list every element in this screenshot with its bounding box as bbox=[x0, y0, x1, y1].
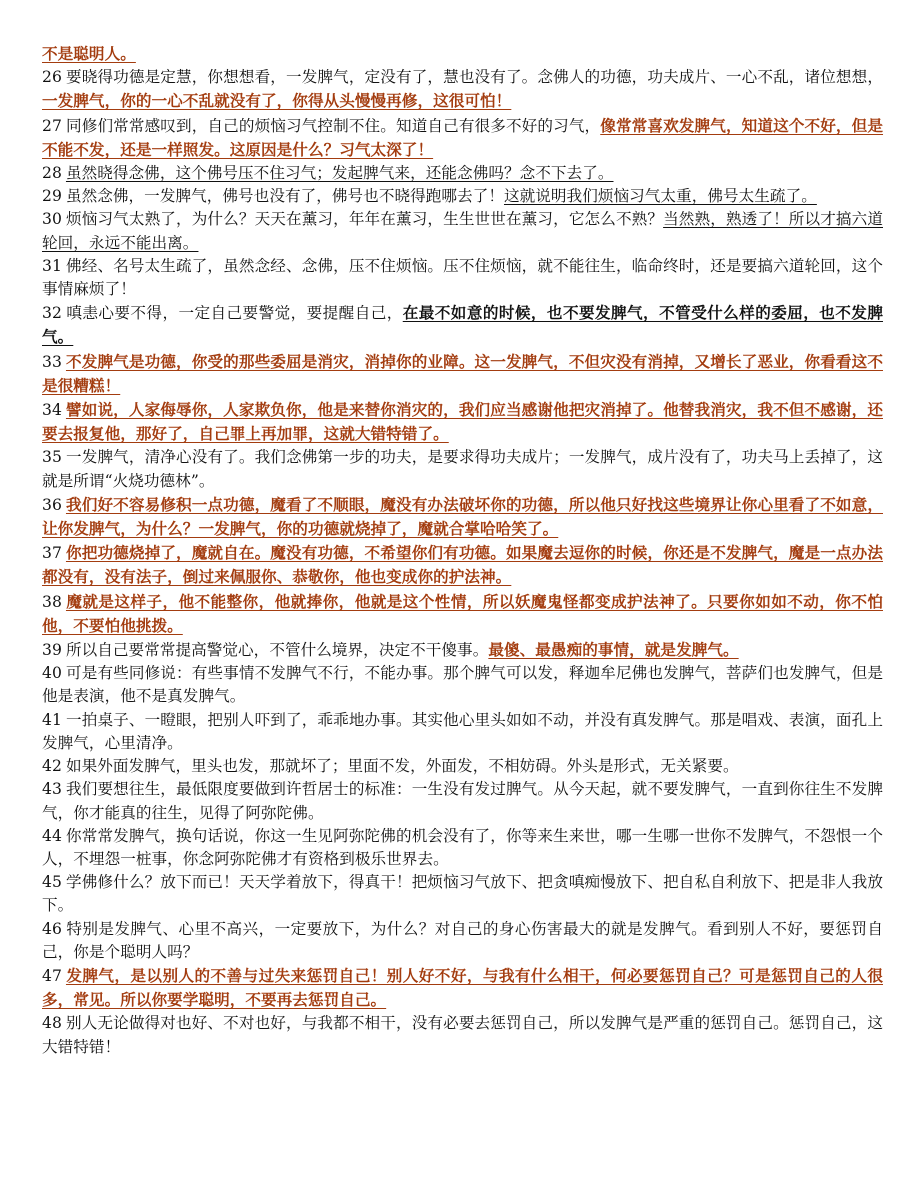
paragraph-number: 48 bbox=[42, 1014, 62, 1033]
paragraph bbox=[42, 825, 883, 871]
paragraph-text: 烦恼习气太熟了，为什么？天天在薰习，年年在薰习，生生世世在薰习，它怎么不熟？ bbox=[65, 210, 664, 229]
paragraph bbox=[42, 255, 883, 301]
paragraph-number: 31 bbox=[42, 256, 62, 275]
paragraph-text: 特别是发脾气、心里不高兴，一定要放下，为什么？对自己的身心伤害最大的就是发脾气。看到别人不好，要惩罚自己，你是个聪明人吗？ bbox=[42, 919, 883, 961]
paragraph bbox=[42, 918, 883, 964]
paragraph-number: 29 bbox=[42, 187, 62, 206]
emphasized-text: 发脾气，是以别人的不善与过失来惩罚自己！别人好不好，与我有什么相干，何必要惩罚自己？可是惩罚自己的人很多，常见。所以你要学聪明，不要再去惩罚自己。 bbox=[42, 965, 883, 1010]
paragraph-number: 40 bbox=[42, 664, 62, 683]
paragraph bbox=[42, 590, 883, 638]
emphasized-text: 我们好不容易修积一点功德，魔看了不顺眼，魔没有办法破坏你的功德，所以他只好找这些境界让你心里看了不如意，让你发脾气，为什么？一发脾气，你的功德就烧掉了，魔就合掌哈哈笑了。 bbox=[42, 494, 883, 539]
paragraph bbox=[42, 662, 883, 708]
emphasized-text: 你把功德烧掉了，魔就自在。魔没有功德，不希望你们有功德。如果魔去逗你的时候，你还是不发脾气，魔是一点办法都没有，没有法子，倒过来佩服你、恭敬你，他也变成你的护法神。 bbox=[42, 543, 883, 587]
paragraph-number: 46 bbox=[42, 919, 62, 938]
paragraph-text: 要晓得功德是定慧，你想想看，一发脾气，定没有了，慧也没有了。念佛人的功德，功夫成片、一心不乱，诸位想想， bbox=[65, 68, 883, 87]
emphasized-text: 虽然晓得念佛，这个佛号压不住习气；发起脾气来，还能念佛吗？念不下去了。 bbox=[65, 164, 614, 183]
paragraph bbox=[42, 350, 883, 398]
paragraph-number: 30 bbox=[42, 210, 62, 229]
paragraph bbox=[42, 301, 883, 349]
paragraph bbox=[42, 185, 883, 208]
paragraph-text: 你常常发脾气，换句话说，你这一生见阿弥陀佛的机会没有了，你等来生来世，哪一生哪一世你不发脾气，不怨恨一个人，不埋怨一桩事，你念阿弥陀佛才有资格到极乐世界去。 bbox=[42, 826, 883, 868]
paragraph bbox=[42, 638, 883, 662]
paragraph-number: 43 bbox=[42, 780, 62, 799]
emphasized-text: 譬如说，人家侮辱你，人家欺负你，他是来替你消灾的，我们应当感谢他把灾消掉了。他替我消灾，我不但不感谢，还要去报复他，那好了，自己罪上再加罪，这就大错特错了。 bbox=[42, 400, 883, 444]
paragraph bbox=[42, 162, 883, 185]
paragraph bbox=[42, 398, 883, 446]
paragraph bbox=[42, 208, 883, 254]
paragraph-number: 37 bbox=[42, 544, 62, 563]
paragraph bbox=[42, 446, 883, 492]
paragraph-text: 一发脾气，清净心没有了。我们念佛第一步的功夫，是要求得功夫成片；一发脾气，成片没有了，功夫马上丢掉了，这就是所谓“火烧功德林”。 bbox=[42, 448, 883, 490]
paragraph bbox=[42, 493, 883, 541]
paragraph bbox=[42, 114, 883, 162]
paragraph-text: 我们要想往生，最低限度要做到许哲居士的标准：一生没有发过脾气。从今天起，就不要发脾气，一直到你往生不发脾气，你才能真的往生，见得了阿弥陀佛。 bbox=[42, 780, 883, 822]
paragraph-text: 同修们常常感叹到，自己的烦恼习气控制不住。知道自己有很多不好的习气， bbox=[65, 116, 601, 135]
paragraph-number: 45 bbox=[42, 873, 62, 892]
paragraph-text: 一拍桌子、一瞪眼，把别人吓到了，乖乖地办事。其实他心里头如如不动，并没有真发脾气。那是唱戏、表演，面孔上发脾气，心里清净。 bbox=[42, 710, 883, 752]
paragraph-text: 学佛修什么？放下而已！天天学着放下，得真干！把烦恼习气放下、把贪嗔痴慢放下、把自私自利放下、把是非人我放下。 bbox=[42, 873, 883, 915]
paragraph-text: 佛经、名号太生疏了，虽然念经、念佛，压不住烦恼。压不住烦恼，就不能往生，临命终时，还是要搞六道轮回，这个事情麻烦了！ bbox=[42, 256, 883, 299]
paragraph-text: 所以自己要常常提高警觉心，不管什么境界，决定不干傻事。 bbox=[65, 641, 489, 660]
paragraph bbox=[42, 871, 883, 917]
emphasized-text: 像常常喜欢发脾气，知道这个不好，但是不能不发，还是一样照发。这原因是什么？习气太深了！ bbox=[42, 115, 884, 159]
document-page bbox=[42, 42, 883, 1059]
paragraph bbox=[42, 1012, 883, 1058]
emphasized-text: 魔就是这样子，他不能整你，他就捧你，他就是这个性情，所以妖魔鬼怪都变成护法神了。只要你如如不动，你不怕他，不要怕他挑拨。 bbox=[42, 591, 883, 635]
paragraph bbox=[42, 778, 883, 824]
paragraph-number: 44 bbox=[42, 826, 62, 845]
paragraph-number: 47 bbox=[42, 966, 62, 985]
paragraph-number: 26 bbox=[42, 68, 62, 87]
paragraph-text: 可是有些同修说：有些事情不发脾气不行，不能办事。那个脾气可以发，释迦牟尼佛也发脾气，菩萨们也发脾气，但是他是表演，他不是真发脾气。 bbox=[42, 664, 883, 706]
paragraph bbox=[42, 66, 883, 113]
paragraph-number: 28 bbox=[42, 164, 62, 183]
paragraph-number: 36 bbox=[42, 495, 62, 514]
paragraph-text: 虽然念佛，一发脾气，佛号也没有了，佛号也不晓得跑哪去了！ bbox=[65, 187, 504, 206]
paragraph-number: 34 bbox=[42, 401, 62, 420]
paragraph-text: 如果外面发脾气，里头也发，那就坏了；里面不发，外面发，不相妨碍。外头是形式，无关紧要。 bbox=[65, 757, 739, 776]
paragraph-number: 42 bbox=[42, 757, 62, 776]
paragraph-number: 27 bbox=[42, 116, 62, 135]
paragraph-number: 41 bbox=[42, 710, 62, 729]
paragraph bbox=[42, 42, 883, 66]
emphasized-text: 这就说明我们烦恼习气太重，佛号太生疏了。 bbox=[503, 187, 817, 206]
emphasized-text: 在最不如意的时候，也不要发脾气，不管受什么样的委屈，也不发脾气。 bbox=[42, 303, 883, 347]
paragraph-number: 38 bbox=[42, 592, 62, 611]
paragraph-number: 35 bbox=[42, 448, 62, 467]
paragraph bbox=[42, 755, 883, 778]
paragraph-number: 32 bbox=[42, 304, 62, 323]
emphasized-text: 不是聪明人。 bbox=[42, 44, 136, 63]
paragraph-number: 39 bbox=[42, 641, 62, 660]
emphasized-text: 一发脾气，你的一心不乱就没有了，你得从头慢慢再修，这很可怕！ bbox=[42, 91, 512, 111]
emphasized-text: 不发脾气是功德，你受的那些委屈是消灾，消掉你的业障。这一发脾气，不但灾没有消掉，又增长了恶业，你看看这不是很糟糕！ bbox=[42, 351, 883, 395]
paragraph bbox=[42, 541, 883, 589]
paragraph bbox=[42, 709, 883, 755]
emphasized-text: 当然熟，熟透了！所以才搞六道轮回，永远不能出离。 bbox=[42, 210, 883, 252]
emphasized-text: 最傻、最愚痴的事情，就是发脾气。 bbox=[488, 640, 739, 660]
paragraph-text: 别人无论做得对也好、不对也好，与我都不相干，没有必要去惩罚自己，所以发脾气是严重的惩罚自己。惩罚自己，这大错特错！ bbox=[42, 1014, 883, 1056]
paragraph-text: 嗔恚心要不得，一定自己要警觉，要提醒自己， bbox=[65, 304, 403, 323]
paragraph bbox=[42, 964, 883, 1012]
paragraph-number: 33 bbox=[42, 352, 62, 371]
